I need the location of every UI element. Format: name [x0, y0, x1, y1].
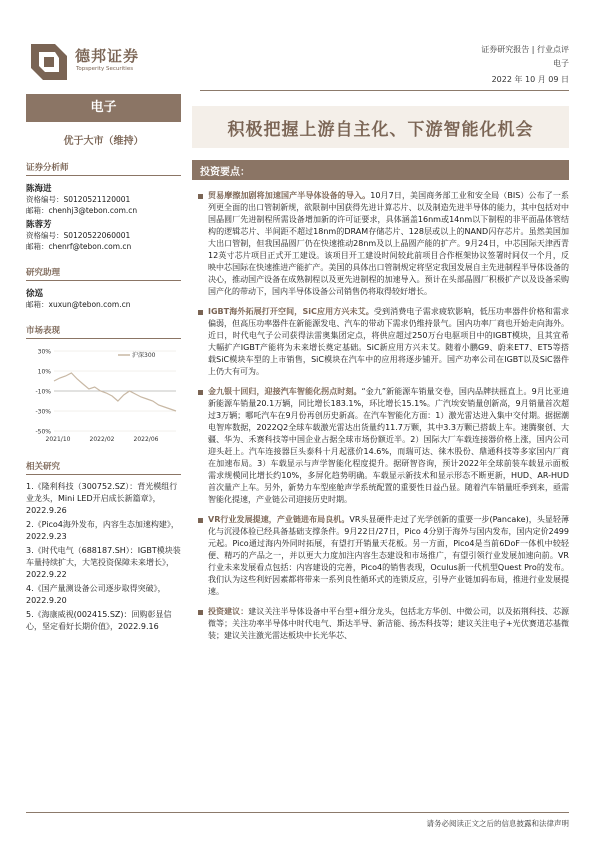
sector-label: 电子 — [26, 94, 181, 122]
market-line-chart — [26, 345, 181, 450]
assistant-email[interactable]: 邮箱：xuxun@tebon.com.cn — [26, 300, 131, 309]
x-tick-label: 2021/10 — [45, 436, 71, 443]
related-title: 相关研究 — [26, 460, 181, 475]
series-line-hs300 — [54, 373, 176, 411]
section-title: 投资要点： — [200, 167, 250, 178]
paragraph-lead: 投资建议： — [208, 607, 249, 616]
analyst-name: 陈蓉芳 — [26, 220, 52, 230]
y-tick-label: -50% — [35, 428, 51, 436]
square-bullet-icon — [198, 194, 203, 199]
analyst-cert: 资格编号：S0120522060001 — [26, 231, 131, 240]
paragraph-lead: 贸易摩擦加剧将加速国产半导体设备的导入。 — [208, 191, 371, 200]
paragraph-semiconductor — [198, 190, 569, 298]
analysts-title: 证券分析师 — [26, 161, 181, 176]
paragraph-invest — [198, 606, 569, 642]
main-content — [198, 190, 569, 650]
report-sector: 电子 — [553, 59, 569, 68]
related-item[interactable]: 5.《海康威视(002415.SZ)：回购彰显信心，坚定看好长期价值》，2022.9.16 — [26, 610, 172, 631]
report-title-box — [192, 106, 569, 148]
related-item[interactable]: 2.《Pico4海外发布，内容生态加速构建》，2022.9.23 — [26, 520, 179, 541]
rating: 优于大市（维持） — [63, 136, 144, 147]
y-tick-label: -10% — [35, 388, 51, 396]
related-item[interactable]: 4.《国产量测设备公司逐步取得突破》，2022.9.20 — [26, 584, 166, 605]
header-divider — [200, 90, 569, 91]
brand-name-en: Topsperity Securities — [76, 66, 134, 72]
brand-name: 德邦证券 — [75, 47, 140, 65]
brand-logo — [27, 40, 187, 84]
report-title: 积极把握上游自主化、下游智能化机会 — [227, 119, 534, 140]
y-tick-label: 30% — [37, 348, 51, 356]
x-tick-label: 2022/02 — [89, 436, 115, 443]
related-item[interactable]: 3.《时代电气（688187.SH）：IGBT模块装车量持续扩大，大笔投资保障未来增长》，2022.9.22 — [26, 546, 181, 579]
brand-mark-icon — [27, 40, 71, 84]
analyst-name: 陈海进 — [26, 184, 52, 194]
paragraph-body: 受到消费电子需求疲软影响，低压功率器件价格和需求偏弱，但高压功率器件在新能源发电、汽车的带动下需求仍维持景气。国内功率厂商也开始走向海外。近日，时代电气子公司获得法雷奥集团定点，将供应超过250万台电驱项目中的IGBT模块，且其宜希大幅扩产IGBT产能将为未来增长奠定基础。SiC新应用方兴未艾。随着小鹏G9、蔚来ET7、ET5等搭载SiC模块车型的上市销售，SiC模块在汽车中的应用将逐步铺开。国产功率公司在IGBT以及SiC器件上仍大有可为。 — [208, 307, 569, 376]
legend-label: 沪深300 — [132, 352, 156, 359]
paragraph-igbt — [198, 306, 569, 378]
paragraph-body: “金九”新能源车销量交卷，国内品牌扶摇直上。9月比亚迪新能源车销量20.1万辆，同比增长183.1%，环比增长15.1%。广汽埃安销量创新高，9月销量首次超过3万辆；哪吒汽车在9月份再创历史新高。在汽车智能化方面：1）激光雷达进入集中交付期。据据潮电智库数据，2022Q2全球车载激光雷达出货量约11.7万颗，其中3.3万颗已搭载上车。速腾聚创、大疆、华为、禾赛科技等中国企业占据全球市场份额近半。2）国际大厂车载连接器价格上涨，国内公司迎头赶上。汽车连接器巨头泰科十月起涨价14.6%，而瑞可达、徕木股份、鼎通科技等多家国内厂商在加速布局。3）车载显示与声学智能化程度提升。据研智咨询，预计2022年全球前装车载显示面板需求规模同比增长约10%，多屏化趋势明确。车载显示新技术和显示形态不断更新，HUD、AR-HUD首次量产上车。另外，新势力车型座舱声学系统配置的重要性日益凸显。随着汽车销量旺季到来，亟需智能化提速，产业链公司迎接历史时期。 — [208, 387, 569, 504]
y-tick-label: -30% — [35, 408, 51, 416]
analyst-cert: 资格编号：S0120521120001 — [26, 195, 131, 204]
section-bar — [192, 160, 569, 180]
paragraph-body: VR头显硬件走过了光学创新的重要一步(Pancake)，头显轻薄化与沉浸体验已经具备基础支撑条件。9月22日/27日，Pico 4分别于海外与国内发布，国内定价2499元起。Pico通过海内外同时拓展，有望打开销量天花板。另一方面，Pico4是当前6DoF一体机中较轻便、精巧的产品之一，并以更大力度加注内容生态建设和市场推广，有望引领行业发展加速向前。VR行业未来发展看点包括：内容建设的完善，Pico4的销售表现，Oculus新一代机型Quest Pro的发布。我们认为这些利好因素都将带来一系列良性循环式的连锁反应，引导产业链加码布局，推进行业发展提速。 — [208, 515, 570, 596]
square-bullet-icon — [198, 390, 203, 395]
paragraph-auto — [198, 386, 569, 506]
related-item[interactable]: 1.《隆利科技（300752.SZ）：背光模组行业龙头，Mini LED开启成长新篇章》，2022.9.26 — [26, 482, 178, 515]
paragraph-lead: 金九银十回归，迎接汽车智能化拐点时刻。 — [208, 387, 362, 396]
analyst-2 — [26, 218, 181, 252]
report-date: 2022 年 10 月 09 日 — [491, 75, 569, 84]
paragraph-lead: IGBT海外拓展打开空间，SiC应用方兴未艾。 — [208, 307, 374, 316]
market-title: 市场表现 — [26, 324, 181, 339]
left-sidebar — [26, 94, 181, 633]
y-tick-label: 10% — [37, 368, 51, 376]
square-bullet-icon — [198, 310, 203, 315]
related-list — [26, 481, 181, 633]
market-chart — [26, 345, 181, 450]
x-tick-label: 2022/06 — [133, 436, 159, 443]
footer-disclaimer: 请务必阅读正文之后的信息披露和法律声明 — [426, 819, 569, 828]
footer-divider — [26, 812, 569, 813]
analyst-1 — [26, 182, 181, 216]
assistant-title: 研究助理 — [26, 266, 181, 281]
report-type: 证券研究报告 | 行业点评 — [481, 45, 569, 54]
analyst-email[interactable]: 邮箱：chenrf@tebon.com.cn — [26, 242, 132, 251]
square-bullet-icon — [198, 518, 203, 523]
assistant-name: 徐巡 — [26, 289, 44, 299]
paragraph-body: 建议关注半导体设备中平台型+细分龙头，包括北方华创、中微公司，以及拓荆科技、芯源微等；关注功率半导体中时代电气、斯达半导、新洁能、扬杰科技等；建议关注电子+光伏赛道芯基微装；建议关注激光雷达板块中长光华芯、 — [208, 607, 570, 640]
square-bullet-icon — [198, 610, 203, 615]
analyst-email[interactable]: 邮箱：chenhj3@tebon.com.cn — [26, 206, 138, 215]
paragraph-lead: VR行业发展提速，产业链进布局良机。 — [208, 515, 350, 524]
paragraph-body: 10月7日，美国商务部工业和安全局（BIS）公布了一系列更全面的出口管制新规，欲限制中国获得先进计算芯片、以及制造先进半导体的能力，其中包括对中国晶圆厂先进制程所需设备增加新的许可证要求，具体涵盖16nm或14nm以下制程的非平面晶体管结构的逻辑芯片、半间距不超过18nm的DRAM存储芯片、128层或以上的NAND闪存芯片。虽然美国加大出口管制，但我国晶圆厂仍在快速推动28nm及以上晶圆产能的扩产。9月24日，中芯国际天津西青12英寸芯片项目正式开工建设。该项目开工建设时间较此前项目合作框架协议签署时间仅一个月，反映中芯国际在快速推进产能扩产。美国的具体出口管制规定将坚定我国发展自主先进制程半导体设备的决心，推动国产设备在成熟制程以及更先进制程的加速导入。预计在头部晶圆厂积极扩产以及设备采购国产化的带动下，国内半导体设备公司销售仍将取得较好增长。 — [208, 191, 569, 296]
paragraph-vr — [198, 514, 569, 598]
